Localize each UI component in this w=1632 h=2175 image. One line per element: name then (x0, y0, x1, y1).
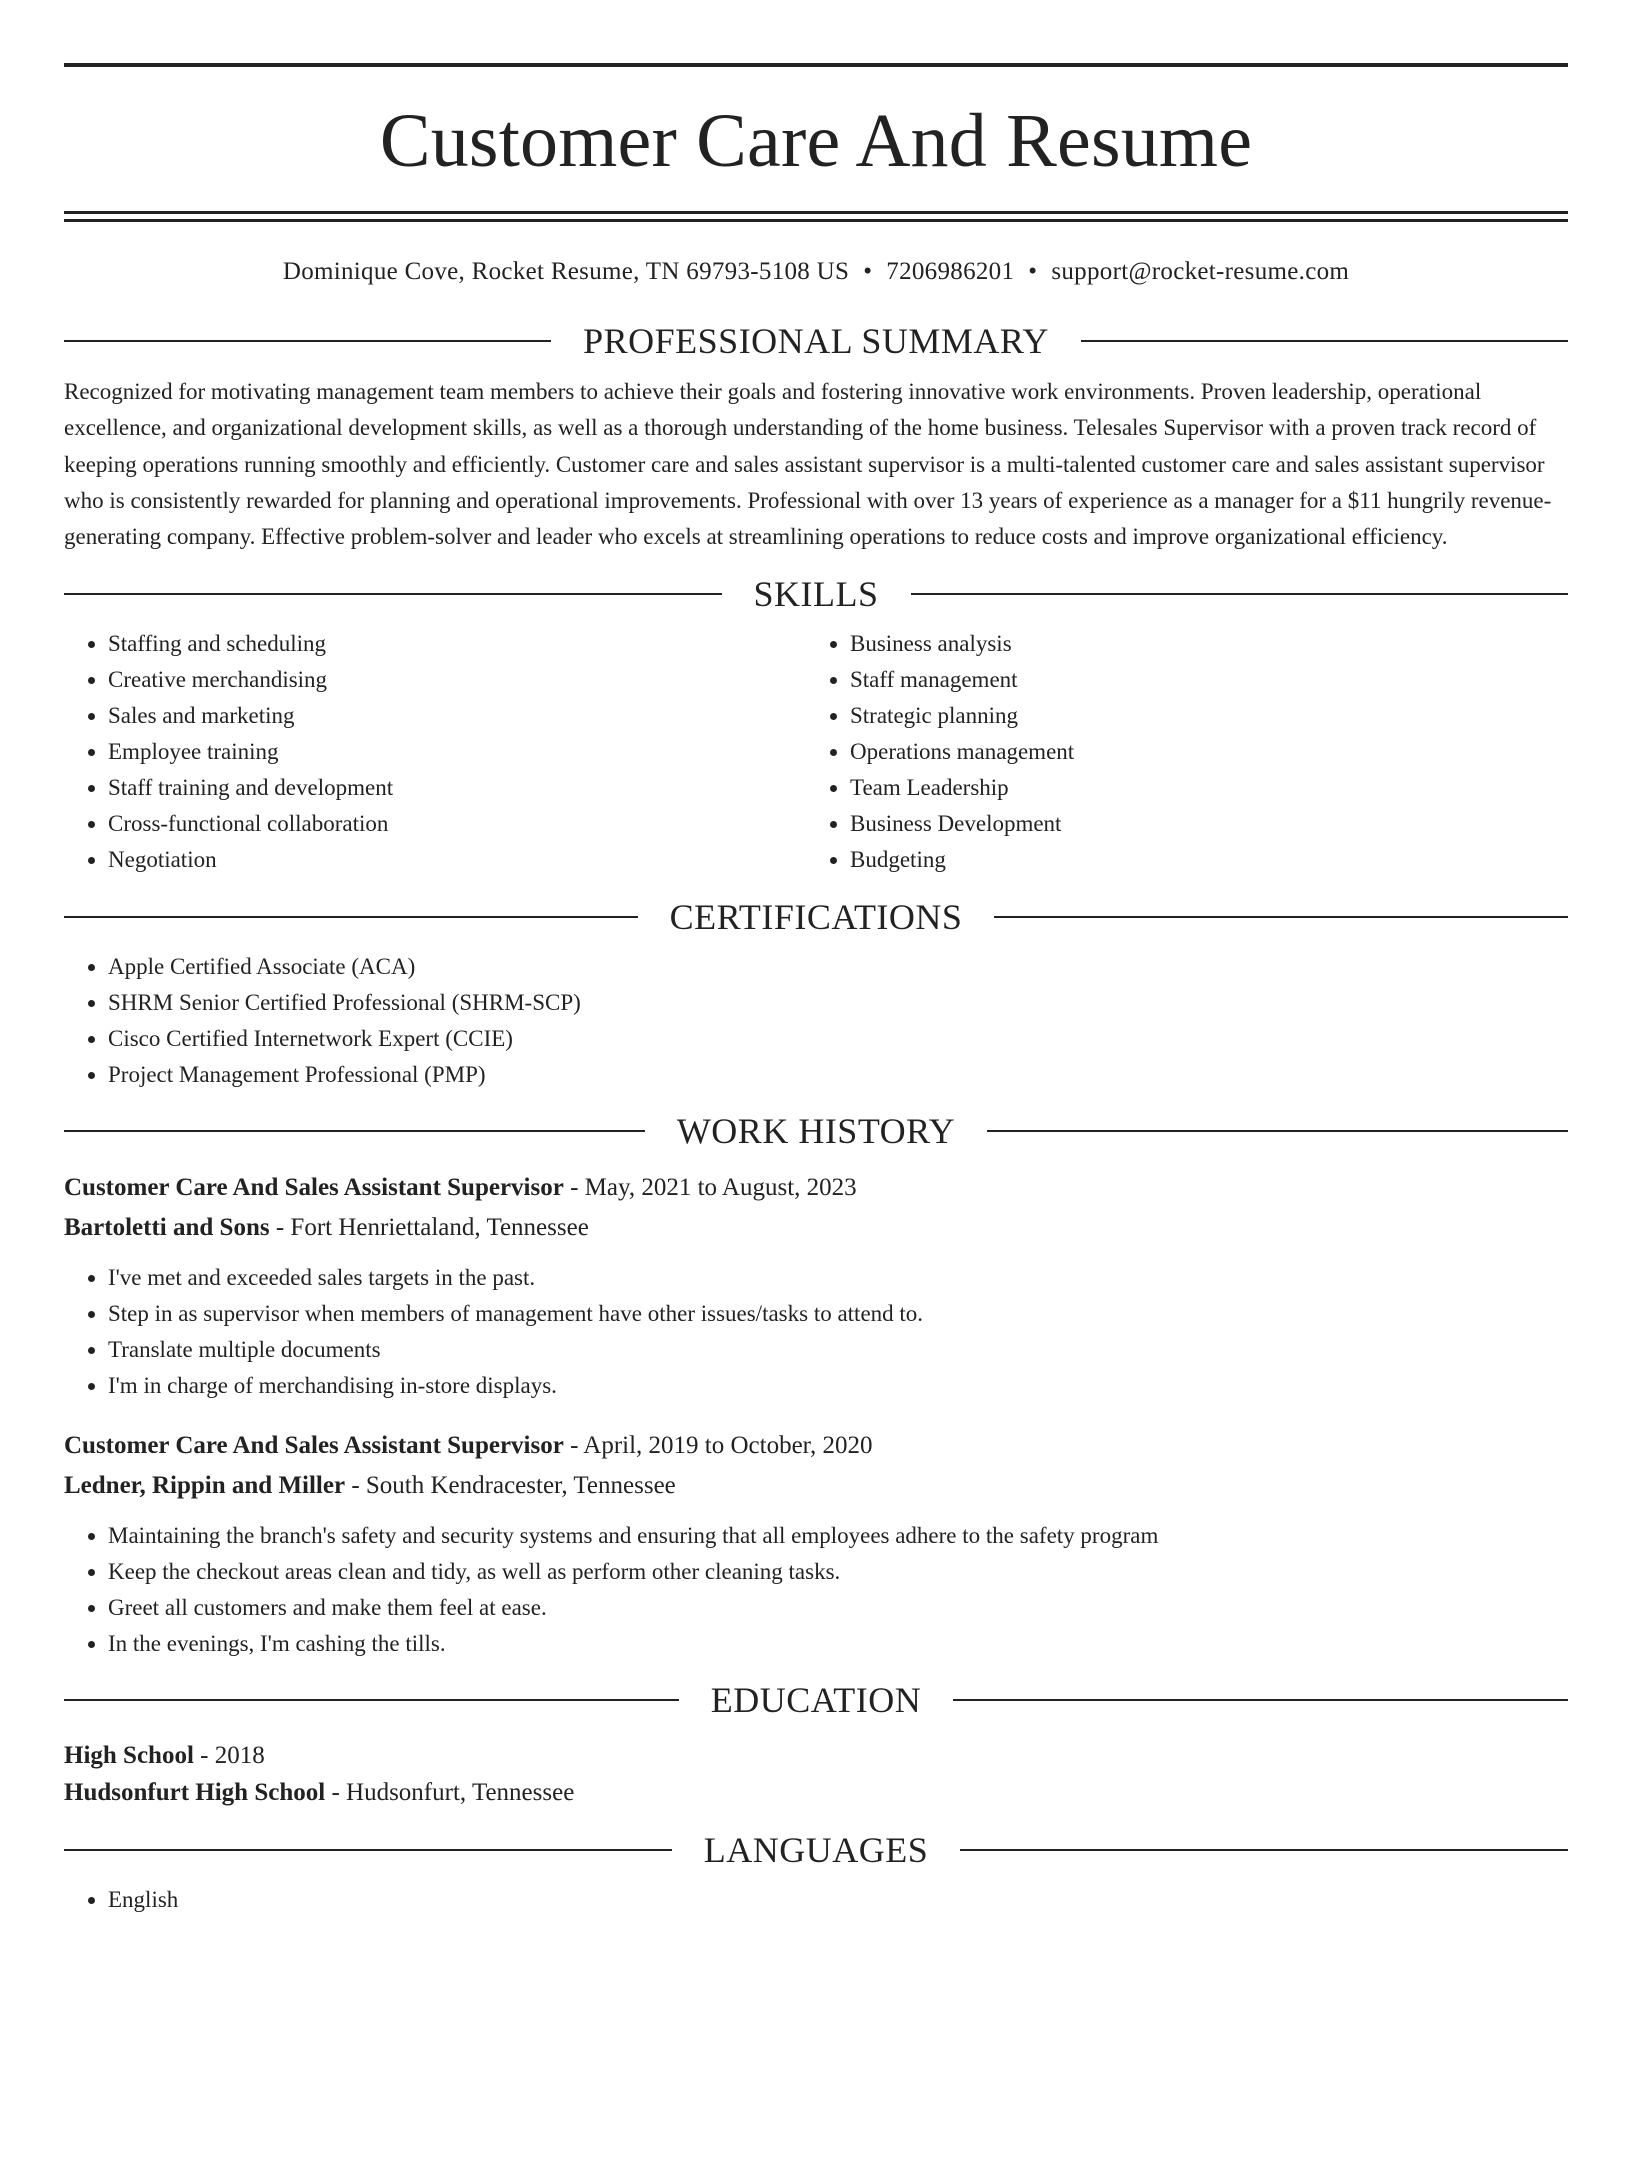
skill-item: • Cross-functional collaboration (108, 806, 806, 842)
section-heading-languages (64, 1830, 1568, 1870)
skill-item: • Operations management (850, 734, 1548, 770)
language-item: • English (108, 1882, 1568, 1918)
company-line (64, 1466, 1568, 1506)
skill-item: • Business analysis (850, 626, 1548, 662)
heading-rule (64, 1130, 645, 1132)
skill-item: • Strategic planning (850, 698, 1548, 734)
job-bullet: • Greet all customers and make them feel at ease. (108, 1590, 1568, 1626)
top-rule (64, 63, 1568, 67)
skill-item: • Sales and marketing (108, 698, 806, 734)
skill-item: • Staffing and scheduling (108, 626, 806, 662)
heading-rule (64, 340, 551, 342)
section-heading-work-history (64, 1111, 1568, 1151)
certification-item: • Apple Certified Associate (ACA) (108, 949, 1568, 985)
job-dates: - May, 2021 to August, 2023 (563, 1174, 857, 1202)
school-location: - Hudsonfurt, Tennessee (325, 1779, 575, 1807)
contact-email: support@rocket-resume.com (1051, 258, 1350, 285)
heading-rule (64, 1849, 672, 1851)
graduation-year: - 2018 (193, 1742, 265, 1770)
certifications-list (64, 949, 1568, 1093)
title-double-rule (64, 211, 1568, 222)
section-title: SKILLS (753, 574, 879, 615)
contact-line (64, 256, 1568, 288)
section-heading-summary (64, 321, 1568, 361)
job-bullets (64, 1518, 1568, 1662)
skills-list-left (64, 626, 806, 878)
languages-list (64, 1882, 1568, 1918)
section-title: EDUCATION (710, 1680, 922, 1721)
job-title-line (64, 1168, 1568, 1208)
heading-rule (994, 916, 1568, 918)
summary-text: Recognized for motivating management team members to achieve their goals and fostering innovative work environments. Proven leadership, operational excellence, and organizational development skills, as well as a thorough understanding of the home business. Telesales Supervisor with a proven track record of keeping operations running smoothly and efficiently. Customer care and sales assistant supervisor is a multi-talented customer care and sales assistant supervisor who is consistently rewarded for planning and operational improvements. Professional with over 13 years of experience as a manager for a $11 hungrily revenue-generating company. Effective problem-solver and leader who excels at streamlining operations to reduce costs and improve organizational efficiency. (64, 379, 1552, 550)
section-title: LANGUAGES (703, 1830, 929, 1871)
company-location: - Fort Henriettaland, Tennessee (269, 1214, 589, 1242)
job-bullets (64, 1260, 1568, 1404)
heading-rule (64, 593, 722, 595)
section-title: CERTIFICATIONS (669, 897, 963, 938)
skill-item: • Employee training (108, 734, 806, 770)
section-heading-certifications (64, 897, 1568, 937)
heading-rule (953, 1699, 1568, 1701)
certification-item: • SHRM Senior Certified Professional (SHRM-SCP) (108, 985, 1568, 1021)
contact-separator: • (863, 258, 873, 285)
skills-columns (64, 626, 1568, 878)
company-name: Bartoletti and Sons (64, 1214, 270, 1242)
section-title: PROFESSIONAL SUMMARY (583, 321, 1049, 361)
company-name: Ledner, Rippin and Miller (64, 1472, 346, 1500)
heading-rule (987, 1130, 1568, 1132)
heading-rule (64, 916, 638, 918)
section-title: WORK HISTORY (676, 1111, 956, 1152)
certification-item: • Cisco Certified Internetwork Expert (CCIE) (108, 1021, 1568, 1057)
education-entry (64, 1737, 1568, 1811)
skill-item: • Business Development (850, 806, 1548, 842)
company-location: - South Kendracester, Tennessee (345, 1472, 676, 1500)
contact-phone: 7206986201 (886, 258, 1015, 285)
degree: High School (64, 1742, 194, 1770)
section-heading-education (64, 1680, 1568, 1720)
skill-item: • Budgeting (850, 842, 1548, 878)
contact-separator: • (1028, 258, 1038, 285)
school-name: Hudsonfurt High School (64, 1779, 326, 1807)
job-title: Customer Care And Sales Assistant Supervisor (64, 1432, 564, 1460)
resume-page (0, 63, 1632, 2175)
heading-rule (960, 1849, 1568, 1851)
skills-list-right (806, 626, 1548, 878)
job-bullet: • Translate multiple documents (108, 1332, 1568, 1368)
job-entry (64, 1168, 1568, 1404)
job-bullet: • Maintaining the branch's safety and security systems and ensuring that all employees adhere to the safety program (108, 1518, 1568, 1554)
job-bullet: • Keep the checkout areas clean and tidy, as well as perform other cleaning tasks. (108, 1554, 1568, 1590)
job-bullet: • I'm in charge of merchandising in-store displays. (108, 1368, 1568, 1404)
job-entry (64, 1426, 1568, 1662)
job-title: Customer Care And Sales Assistant Supervisor (64, 1174, 564, 1202)
job-bullet: • I've met and exceeded sales targets in the past. (108, 1260, 1568, 1296)
section-heading-skills (64, 574, 1568, 614)
job-title-line (64, 1426, 1568, 1466)
skill-item: • Creative merchandising (108, 662, 806, 698)
certification-item: • Project Management Professional (PMP) (108, 1057, 1568, 1093)
skill-item: • Staff management (850, 662, 1548, 698)
heading-rule (911, 593, 1569, 595)
skill-item: • Staff training and development (108, 770, 806, 806)
resume-title: Customer Care And Resume (379, 99, 1253, 183)
heading-rule (1081, 340, 1568, 342)
job-bullet: • In the evenings, I'm cashing the tills. (108, 1626, 1568, 1662)
skill-item: • Team Leadership (850, 770, 1548, 806)
job-dates: - April, 2019 to October, 2020 (563, 1432, 873, 1460)
school-line (64, 1774, 1568, 1811)
contact-address: Dominique Cove, Rocket Resume, TN 69793-5108 US (282, 258, 850, 285)
skill-item: • Negotiation (108, 842, 806, 878)
degree-line (64, 1737, 1568, 1774)
job-bullet: • Step in as supervisor when members of management have other issues/tasks to attend to. (108, 1296, 1568, 1332)
heading-rule (64, 1699, 679, 1701)
company-line (64, 1208, 1568, 1248)
